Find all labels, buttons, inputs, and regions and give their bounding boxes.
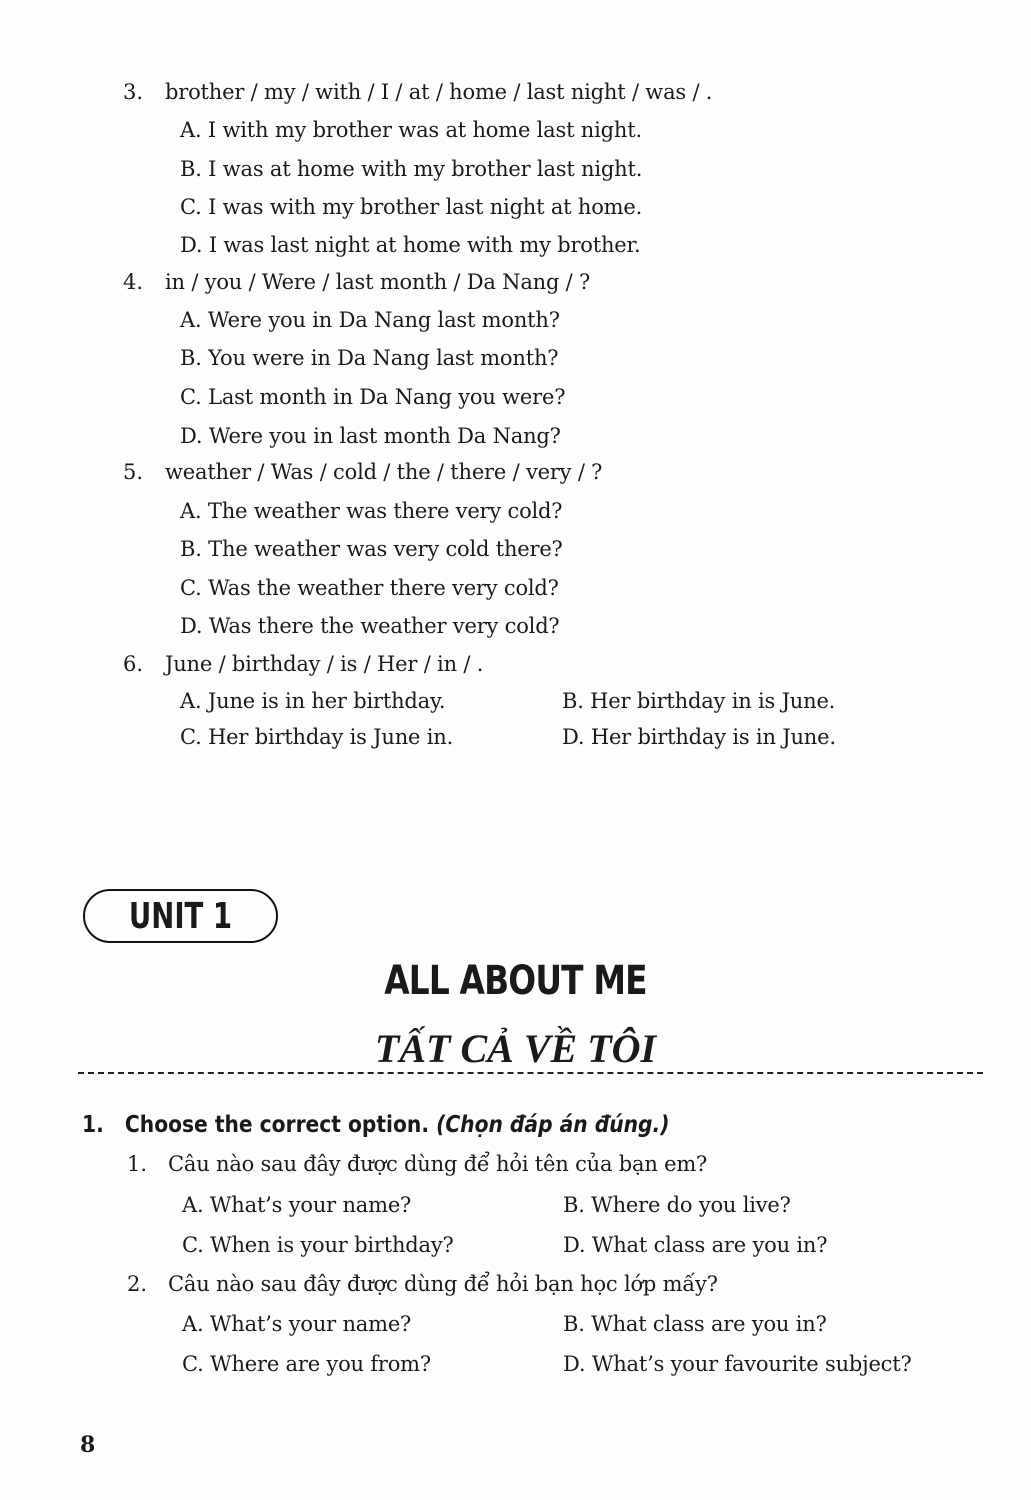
unit-badge [83, 889, 278, 943]
unit-title-vietnamese: TẤT CẢ VỀ TÔI [374, 1026, 657, 1071]
question-number: 3. [123, 80, 144, 104]
page-number: 8 [80, 1432, 96, 1458]
option-d: D. What class are you in? [563, 1233, 828, 1257]
option-d: D. Was there the weather very cold? [180, 614, 560, 638]
option-b: B. Where do you live? [563, 1193, 791, 1217]
exercise-number: 1. [82, 1112, 104, 1138]
question-number: 5. [123, 460, 144, 484]
option-b: B. Her birthday in is June. [562, 689, 836, 713]
option-a: A. Were you in Da Nang last month? [180, 308, 560, 332]
question-prompt: Câu nào sau đây được dùng để hỏi bạn học lớp mấy? [168, 1272, 718, 1296]
question-number: 4. [123, 270, 144, 294]
option-a: A. What’s your name? [182, 1193, 412, 1217]
dashed-divider [78, 1072, 983, 1074]
question-prompt: weather / Was / cold / the / there / very / ? [165, 460, 603, 484]
question-number: 1. [127, 1152, 148, 1176]
question-number: 2. [127, 1272, 148, 1296]
option-b: B. The weather was very cold there? [180, 537, 563, 561]
option-b: B. I was at home with my brother last night. [180, 157, 643, 181]
option-a: A. June is in her birthday. [180, 689, 446, 713]
question-number: 6. [123, 652, 144, 676]
exercise-title-vi: (Chọn đáp án đúng.) [436, 1112, 670, 1138]
unit-title-english: ALL ABOUT ME [384, 958, 647, 1004]
option-d: D. Her birthday is in June. [562, 725, 836, 749]
exercise-title: Choose the correct option. [124, 1112, 430, 1138]
option-b: B. What class are you in? [563, 1312, 827, 1336]
option-c: C. Her birthday is June in. [180, 725, 454, 749]
option-c: C. Last month in Da Nang you were? [180, 385, 566, 409]
option-a: A. The weather was there very cold? [180, 499, 563, 523]
question-prompt: June / birthday / is / Her / in / . [165, 652, 484, 676]
option-b: B. You were in Da Nang last month? [180, 346, 559, 370]
question-prompt: in / you / Were / last month / Da Nang / ? [165, 270, 591, 294]
option-d: D. What’s your favourite subject? [563, 1352, 912, 1376]
option-d: D. Were you in last month Da Nang? [180, 424, 561, 448]
option-c: C. Where are you from? [182, 1352, 431, 1376]
option-a: A. I with my brother was at home last night. [180, 118, 642, 142]
option-c: C. When is your birthday? [182, 1233, 454, 1257]
option-c: C. I was with my brother last night at home. [180, 195, 643, 219]
question-prompt: brother / my / with / I / at / home / last night / was / . [165, 80, 713, 104]
question-prompt: Câu nào sau đây được dùng để hỏi tên của bạn em? [168, 1152, 708, 1176]
option-a: A. What’s your name? [182, 1312, 412, 1336]
exercise-heading [82, 1109, 669, 1141]
unit-label: UNIT 1 [128, 896, 233, 937]
option-d: D. I was last night at home with my brother. [180, 233, 641, 257]
option-c: C. Was the weather there very cold? [180, 576, 559, 600]
